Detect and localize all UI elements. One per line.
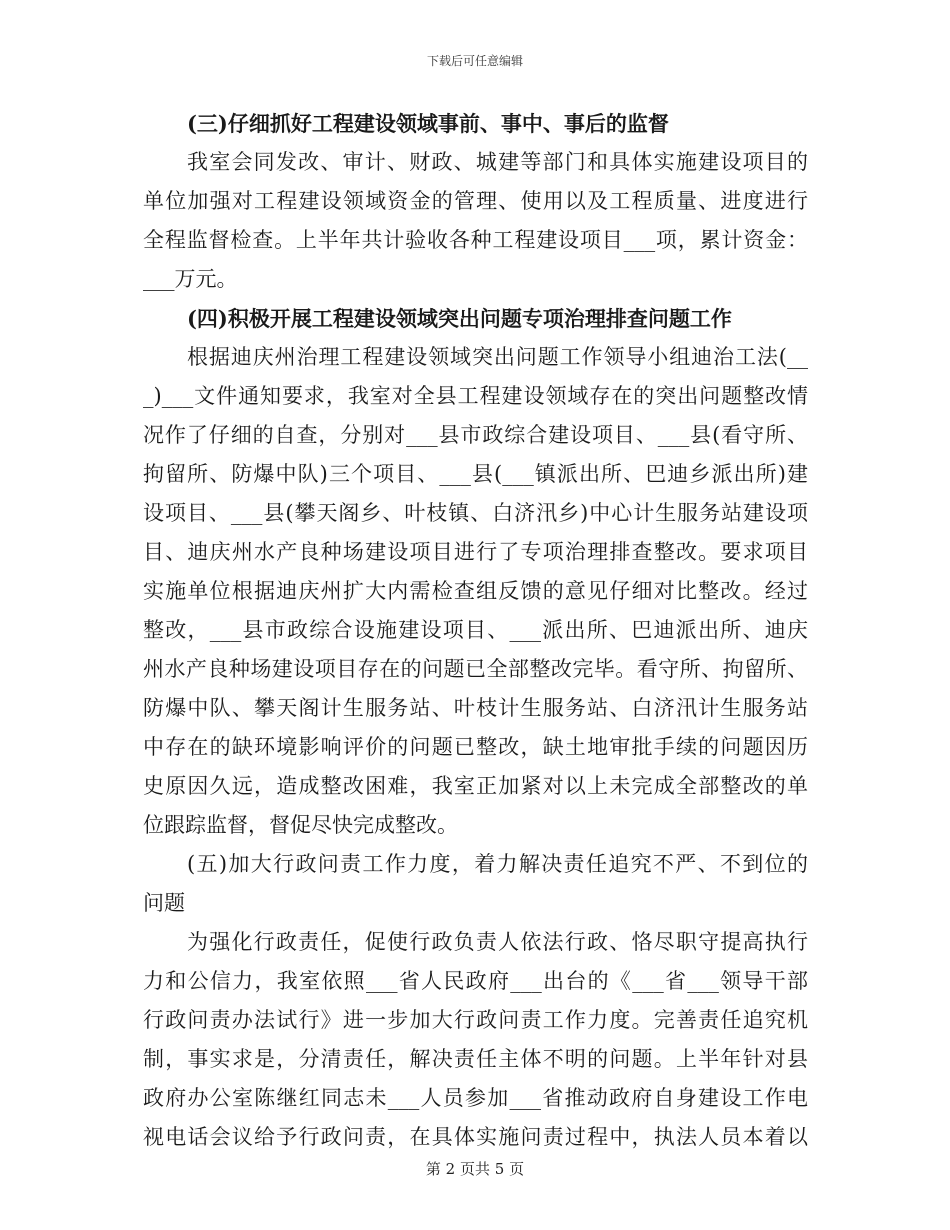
paragraph-line: 视电话会议给予行政问责，在具体实施问责过程中，执法人员本着以	[143, 1125, 808, 1149]
page-header: 下载后可任意编辑	[426, 54, 523, 68]
paragraph-line: 设项目、___县(攀天阁乡、叶枝镇、白济汛乡)中心计生服务站建设项	[143, 501, 808, 525]
paragraph-line: 整改，___县市政综合设施建设项目、___派出所、巴迪派出所、迪庆	[143, 618, 808, 642]
paragraph-line: 拘留所、防爆中队)三个项目、___县(___镇派出所、巴迪乡派出所)建	[143, 462, 808, 486]
paragraph-line: 位跟踪监督，督促尽快完成整改。	[143, 813, 458, 837]
paragraph-line: _)___文件通知要求，我室对全县工程建设领域存在的突出问题整改情	[143, 384, 808, 408]
paragraph-line: 制，事实求是，分清责任，解决责任主体不明的问题。上半年针对县	[143, 1047, 808, 1071]
paragraph-line: 中存在的缺环境影响评价的问题已整改，缺土地审批手续的问题因历	[143, 735, 808, 759]
paragraph-line: 为强化行政责任，促使行政负责人依法行政、恪尽职守提高执行	[187, 930, 808, 954]
paragraph-line: 我室会同发改、审计、财政、城建等部门和具体实施建设项目的	[187, 150, 808, 174]
section-heading-4: (四)积极开展工程建设领域突出问题专项治理排查问题工作	[187, 306, 732, 331]
document-body	[143, 104, 808, 1157]
page-footer: 第 2 页共 5 页	[425, 1160, 525, 1178]
paragraph-line: ___万元。	[143, 267, 238, 291]
paragraph-line: 史原因久远，造成整改困难，我室正加紧对以上未完成全部整改的单	[143, 774, 808, 798]
paragraph-line: 目、迪庆州水产良种场建设项目进行了专项治理排查整改。要求项目	[143, 540, 808, 564]
paragraph-line: 实施单位根据迪庆州扩大内需检查组反馈的意见仔细对比整改。经过	[143, 579, 808, 603]
paragraph-line: 全程监督检查。上半年共计验收各种工程建设项目___项，累计资金：	[143, 228, 808, 252]
paragraph-line: 力和公信力，我室依照___省人民政府___出台的《___省___领导干部	[143, 969, 808, 993]
paragraph-line: 单位加强对工程建设领域资金的管理、使用以及工程质量、进度进行	[143, 189, 808, 213]
paragraph-line: 防爆中队、攀天阁计生服务站、叶枝计生服务站、白济汛计生服务站	[143, 696, 808, 720]
paragraph-line: 政府办公室陈继红同志未___人员参加___省推动政府自身建设工作电	[143, 1086, 808, 1110]
paragraph-line: 况作了仔细的自查，分别对___县市政综合建设项目、___县(看守所、	[143, 423, 808, 447]
paragraph-line: 行政问责办法试行》进一步加大行政问责工作力度。完善责任追究机	[143, 1008, 808, 1032]
section-heading-3: (三)仔细抓好工程建设领域事前、事中、事后的监督	[187, 111, 669, 136]
section-heading-5-continued: 问题	[143, 891, 185, 915]
paragraph-line: 根据迪庆州治理工程建设领域突出问题工作领导小组迪治工法(__	[187, 345, 808, 369]
paragraph-line: 州水产良种场建设项目存在的问题已全部整改完毕。看守所、拘留所、	[143, 657, 808, 681]
section-heading-5: (五)加大行政问责工作力度，着力解决责任追究不严、不到位的	[187, 852, 808, 876]
